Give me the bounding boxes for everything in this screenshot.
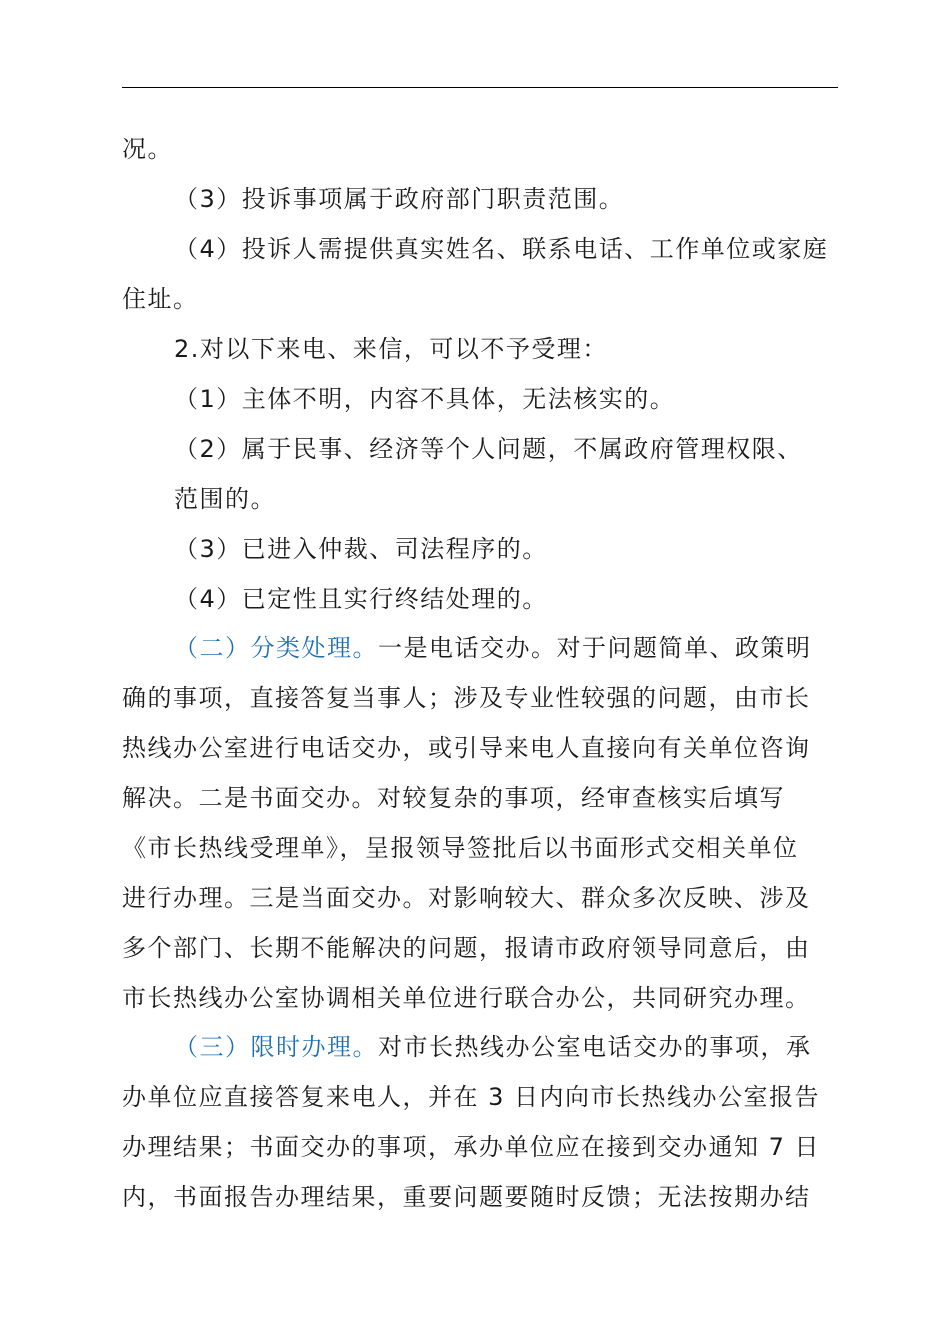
text-line: 住址。	[122, 285, 199, 313]
list-item: （3）投诉事项属于政府部门职责范围。	[174, 185, 625, 213]
list-item: （3）已进入仲裁、司法程序的。	[174, 535, 548, 563]
list-item: （4）已定性且实行终结处理的。	[174, 585, 548, 613]
list-item: （4）投诉人需提供真实姓名、联系电话、工作单位或家庭	[174, 235, 829, 263]
section-heading-time-limited-handling: （三）限时办理。	[174, 1033, 378, 1061]
paragraph-text: 一是电话交办。对于问题简单、政策明	[378, 634, 812, 662]
paragraph-text: 对市长热线办公室电话交办的事项，承	[378, 1033, 812, 1061]
paragraph-line: 确的事项，直接答复当事人；涉及专业性较强的问题，由市长	[122, 684, 811, 712]
paragraph-line: 市长热线办公室协调相关单位进行联合办公，共同研究办理。	[122, 984, 811, 1012]
header-rule	[122, 87, 838, 88]
paragraph-line: 解决。二是书面交办。对较复杂的事项，经审查核实后填写	[122, 784, 785, 812]
paragraph-line: 办单位应直接答复来电人，并在 3 日内向市长热线办公室报告	[122, 1083, 821, 1111]
paragraph-line: 办理结果；书面交办的事项，承办单位应在接到交办通知 7 日	[122, 1133, 821, 1161]
section-heading-classified-handling: （二）分类处理。	[174, 634, 378, 662]
list-heading: 2.对以下来电、来信，可以不予受理：	[174, 335, 608, 363]
list-item: （2）属于民事、经济等个人问题，不属政府管理权限、	[174, 435, 803, 463]
paragraph-line: 热线办公室进行电话交办，或引导来电人直接向有关单位咨询	[122, 734, 811, 762]
paragraph-line	[174, 633, 812, 663]
paragraph-line: 进行办理。三是当面交办。对影响较大、群众多次反映、涉及	[122, 884, 811, 912]
text-line: 况。	[122, 135, 173, 163]
paragraph-line: 《市长热线受理单》，呈报领导签批后以书面形式交相关单位	[122, 834, 799, 862]
text-line: 范围的。	[174, 485, 276, 513]
paragraph-line	[174, 1032, 812, 1062]
paragraph-line: 内，书面报告办理结果，重要问题要随时反馈；无法按期办结	[122, 1183, 811, 1211]
paragraph-line: 多个部门、长期不能解决的问题，报请市政府领导同意后，由	[122, 934, 811, 962]
list-item: （1）主体不明，内容不具体，无法核实的。	[174, 385, 676, 413]
